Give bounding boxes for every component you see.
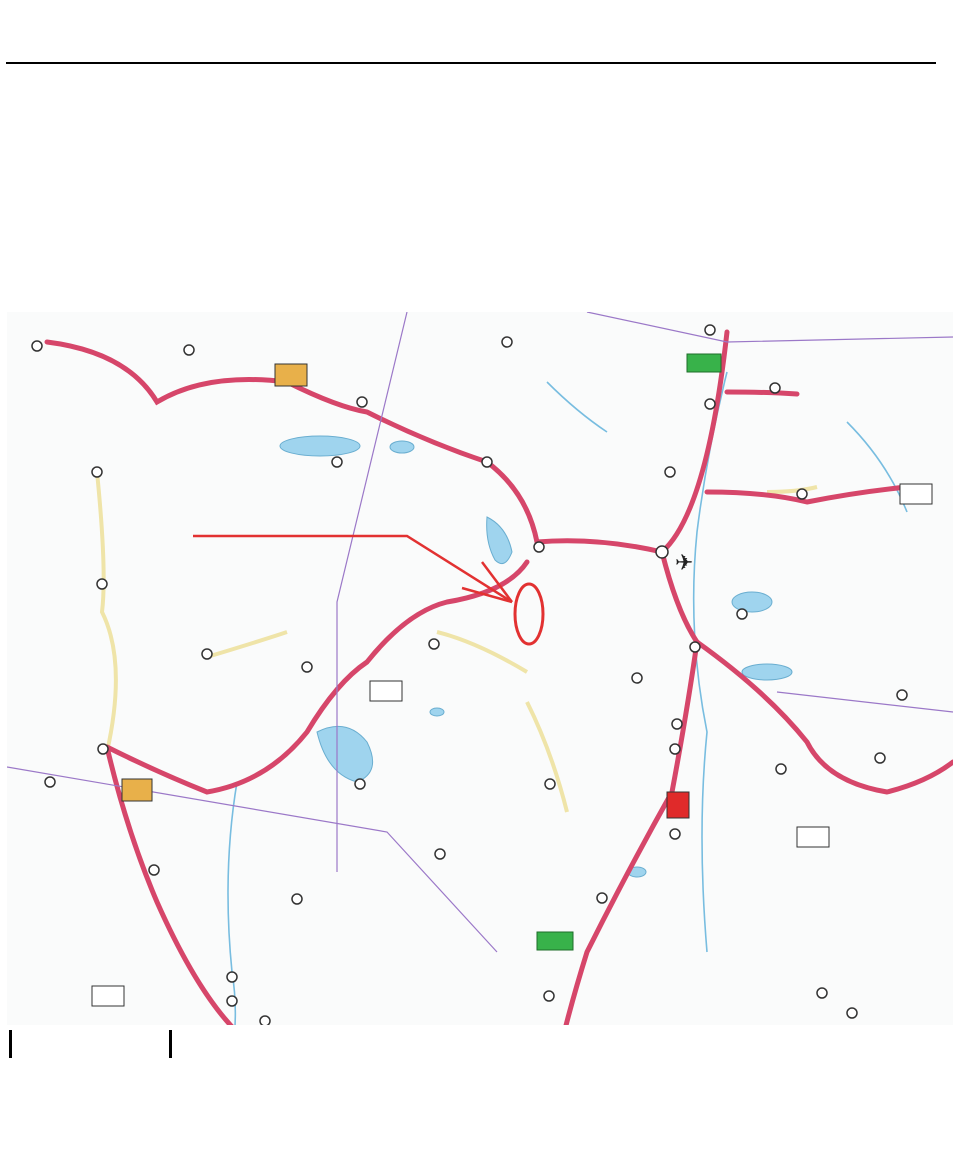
shield-4 — [667, 792, 689, 818]
minor-roads — [97, 472, 817, 812]
lake-unari — [317, 726, 373, 782]
road-moskuvaara — [727, 392, 797, 394]
shield-962 — [797, 827, 829, 847]
shield-e75-north — [687, 354, 721, 372]
road-962 — [697, 642, 953, 792]
marker-syvajarvi — [429, 639, 439, 649]
road-minor-5 — [437, 632, 527, 672]
marker-tiainen — [544, 991, 554, 1001]
road-952 — [107, 562, 527, 792]
road-minor-1 — [97, 472, 116, 752]
marker-taapajarvi — [45, 777, 55, 787]
admin-boundaries — [7, 312, 953, 952]
lake-kitinen — [742, 664, 792, 680]
marker-tepsa — [357, 397, 367, 407]
marker-torvinen — [672, 719, 682, 729]
map-canvas — [7, 312, 953, 1108]
shield-79 — [122, 779, 152, 801]
marker-moskuvaara — [770, 383, 780, 393]
marker-lismanaapa — [632, 673, 642, 683]
road-minor-2 — [207, 632, 287, 657]
marker-vaalajarvi — [534, 542, 544, 552]
marker-unari — [355, 779, 365, 789]
lake-small-1 — [390, 441, 414, 453]
river-sattanen — [547, 382, 607, 432]
lake-orakyla — [732, 592, 772, 612]
marker-vuojarvi — [670, 829, 680, 839]
marker-ketujarvi — [797, 489, 807, 499]
marker-kaukonen — [92, 467, 102, 477]
shield-967 — [900, 484, 932, 504]
marker-apajarvi — [897, 690, 907, 700]
road-minor-3 — [527, 702, 567, 812]
marker-kelontekema — [332, 457, 342, 467]
marker-molkojarvi — [202, 649, 212, 659]
marker-sattanen — [665, 467, 675, 477]
river-luiro — [847, 422, 907, 512]
marker-aska — [690, 642, 700, 652]
header-rule — [6, 62, 936, 64]
shield-935 — [92, 986, 124, 1006]
lake-vaalajarvi — [487, 517, 512, 564]
location-map — [7, 312, 953, 1108]
marker-kittila — [32, 341, 42, 351]
marker-luosto — [776, 764, 786, 774]
marker-raudanjoki — [597, 893, 607, 903]
marker-niesi — [435, 849, 445, 859]
marker-alakyla — [97, 579, 107, 589]
road-shields — [92, 354, 932, 1006]
marker-patokoski — [260, 1016, 270, 1026]
marker-perttaus — [292, 894, 302, 904]
marker-sodankyla — [656, 546, 668, 558]
marker-lohiniva — [98, 744, 108, 754]
lake-small-2 — [430, 708, 444, 716]
lake-kelontekemajarvi — [280, 436, 360, 456]
marker-jeesio — [482, 457, 492, 467]
airport-icon: ✈ — [675, 551, 694, 576]
location-ellipse — [515, 584, 543, 644]
marker-rajala — [502, 337, 512, 347]
scale-bar-right — [169, 1030, 172, 1058]
boundary-3 — [587, 312, 953, 342]
road-minor-4 — [767, 487, 817, 492]
marker-tapionniemi — [847, 1008, 857, 1018]
marker-suvanto — [875, 753, 885, 763]
marker-javarus — [817, 988, 827, 998]
annotation-arrow-main — [193, 536, 512, 602]
marker-seipajarvi — [545, 779, 555, 789]
scale-bar-left — [9, 1030, 12, 1058]
marker-lehtovaara — [670, 744, 680, 754]
marker-marrasjarvi — [227, 996, 237, 1006]
marker-petkula — [705, 325, 715, 335]
marker-kersilo — [705, 399, 715, 409]
shield-80 — [275, 364, 307, 386]
boundary-2 — [7, 767, 497, 952]
marker-meltaus — [227, 972, 237, 982]
marker-orakyla — [737, 609, 747, 619]
boundary-1 — [337, 312, 407, 872]
marker-kuusajoki — [184, 345, 194, 355]
marker-jaasko — [149, 865, 159, 875]
credits-band — [7, 1025, 953, 1108]
shield-952 — [370, 681, 402, 701]
boundary-4 — [777, 692, 953, 712]
shield-e75-south — [537, 932, 573, 950]
marker-kierinki — [302, 662, 312, 672]
